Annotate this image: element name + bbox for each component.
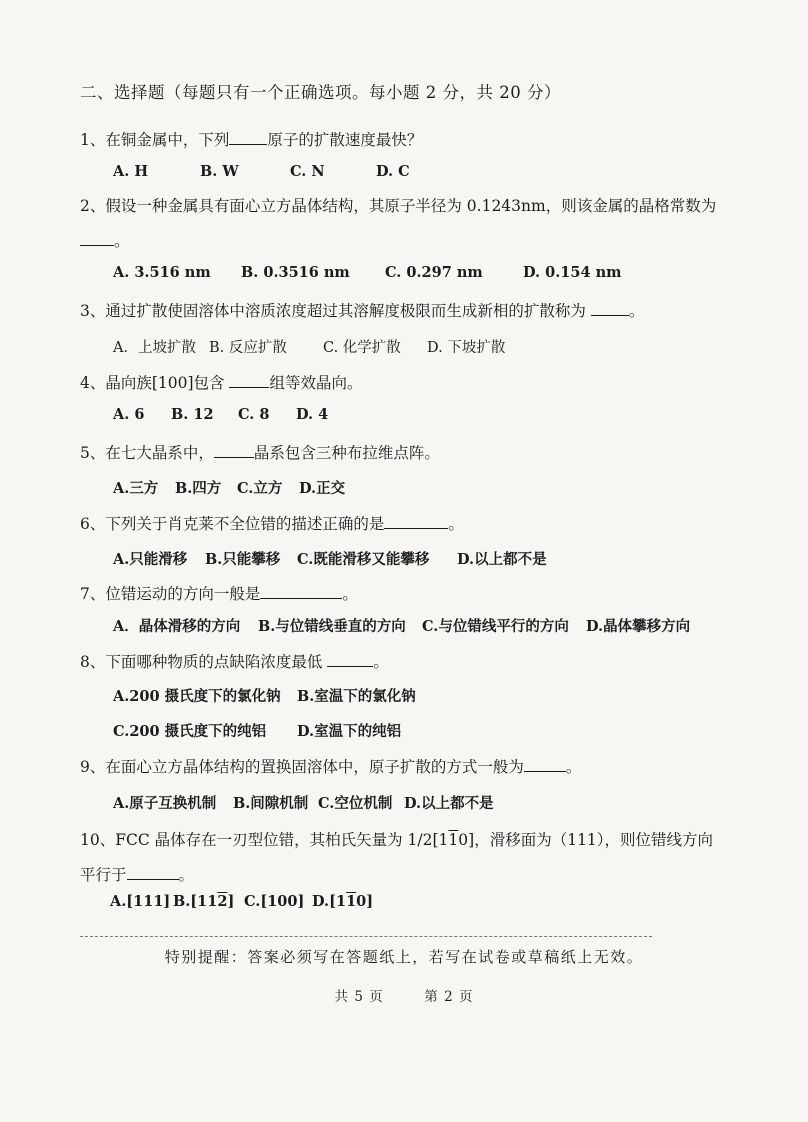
option-c: C.立方: [237, 480, 283, 497]
option-b: B.与位错线垂直的方向: [258, 618, 406, 635]
question-1: 1、在铜金属中，下列 原子的扩散速度最快？: [80, 131, 423, 149]
question-3: 3、通过扩散使固溶体中溶质浓度超过其溶解度极限而生成新相的扩散称为 。: [80, 302, 645, 320]
option-b: B.四方: [175, 480, 222, 497]
answer-blank: [229, 130, 267, 145]
option-b: B.只能攀移: [205, 551, 281, 568]
question-4: 4、晶向族[100]包含 组等效晶向。: [80, 374, 363, 392]
answer-blank: [591, 301, 629, 316]
option-b: B. 12: [171, 406, 214, 423]
current-page: 第 2 页: [424, 989, 474, 1005]
option-b: B. W: [200, 163, 239, 180]
answer-blank: [214, 443, 254, 458]
option-b: B. 0.3516 nm: [241, 264, 350, 281]
option-d: D.正交: [299, 480, 346, 497]
option-d: D.以上都不是: [404, 795, 494, 812]
option-d: D. 4: [296, 406, 329, 423]
question-5: 5、在七大晶系中， 晶系包含三种布拉维点阵。: [80, 444, 440, 462]
option-d: D.晶体攀移方向: [586, 618, 691, 635]
answer-blank: [524, 757, 566, 772]
option-c: C. 0.297 nm: [385, 264, 483, 281]
answer-blank: [127, 865, 179, 880]
option-a: A.[111]: [110, 893, 171, 910]
question-9-options: [113, 792, 494, 813]
question-5-options: [113, 477, 345, 498]
option-b: B.室温下的氯化钠: [297, 688, 416, 705]
answer-blank: [260, 584, 342, 599]
question-2-options: [113, 264, 622, 281]
question-7: 7、位错运动的方向一般是 。: [80, 585, 358, 603]
option-a: A.三方: [113, 480, 159, 497]
overbar-digit: 1: [448, 831, 459, 849]
question-10: 10、FCC 晶体存在一刃型位错，其柏氏矢量为 1/2[110]，滑移面为（111），则位错线方向平行于 。: [80, 831, 714, 884]
option-a: A.只能滑移: [113, 551, 188, 568]
option-d: D.[110]: [312, 893, 374, 910]
option-a: A. H: [113, 163, 149, 180]
option-d: D. C: [376, 163, 410, 180]
question-9: 9、在面心立方晶体结构的置换固溶体中，原子扩散的方式一般为 。: [80, 758, 582, 776]
question-8-options-row-2: [113, 720, 401, 741]
special-notice: 特别提醒：答案必须写在答题纸上，若写在试卷或草稿纸上无效。: [164, 948, 644, 966]
dashed-divider: [80, 936, 652, 937]
question-7-options: [113, 615, 690, 636]
option-b: B.[112]: [173, 893, 235, 910]
answer-blank: [229, 373, 269, 388]
option-c: C.既能滑移又能攀移: [297, 551, 430, 568]
overbar-digit: 2: [217, 893, 228, 910]
option-c: C. N: [290, 163, 325, 180]
option-a: A.200 摄氏度下的氯化钠: [113, 688, 281, 705]
option-c: C.空位机制: [318, 795, 393, 812]
question-6-options: [113, 548, 547, 569]
option-d: D. 下坡扩散: [427, 340, 506, 356]
option-c: C. 化学扩散: [323, 340, 401, 356]
question-1-options: [113, 163, 410, 180]
page-footer: [0, 985, 808, 1005]
option-d: D.以上都不是: [457, 551, 547, 568]
section-title: 二、选择题（每题只有一个正确选项。每小题 2 分，共 20 分）: [80, 83, 561, 102]
answer-blank: [80, 231, 114, 246]
option-a: A．上坡扩散: [113, 340, 196, 356]
answer-blank: [327, 652, 373, 667]
option-a: A. 3.516 nm: [113, 264, 211, 281]
question-10-options: [110, 893, 373, 910]
question-8-options-row-1: [113, 685, 416, 706]
option-b: B. 反应扩散: [209, 340, 287, 356]
option-a: A.原子互换机制: [113, 795, 217, 812]
option-c: C.[100]: [244, 893, 305, 910]
question-4-options: [113, 406, 328, 423]
question-3-options: [113, 336, 505, 357]
question-2: 2、假设一种金属具有面心立方晶体结构，其原子半径为 0.1243nm，则该金属的晶格常数为。: [80, 197, 717, 250]
answer-blank: [384, 514, 448, 529]
option-c: C.与位错线平行的方向: [422, 618, 569, 635]
option-a: A. 6: [113, 406, 145, 423]
option-d: D.室温下的纯铝: [297, 723, 402, 740]
option-b: B.间隙机制: [233, 795, 309, 812]
option-a: A．晶体滑移的方向: [113, 618, 241, 635]
total-pages: 共 5 页: [334, 989, 384, 1005]
question-8: 8、下面哪种物质的点缺陷浓度最低 。: [80, 653, 389, 671]
overbar-digit: 1: [346, 893, 357, 910]
option-c: C.200 摄氏度下的纯铝: [113, 723, 267, 740]
question-6: 6、下列关于肖克莱不全位错的描述正确的是 。: [80, 515, 464, 533]
option-c: C. 8: [238, 406, 270, 423]
option-d: D. 0.154 nm: [523, 264, 622, 281]
